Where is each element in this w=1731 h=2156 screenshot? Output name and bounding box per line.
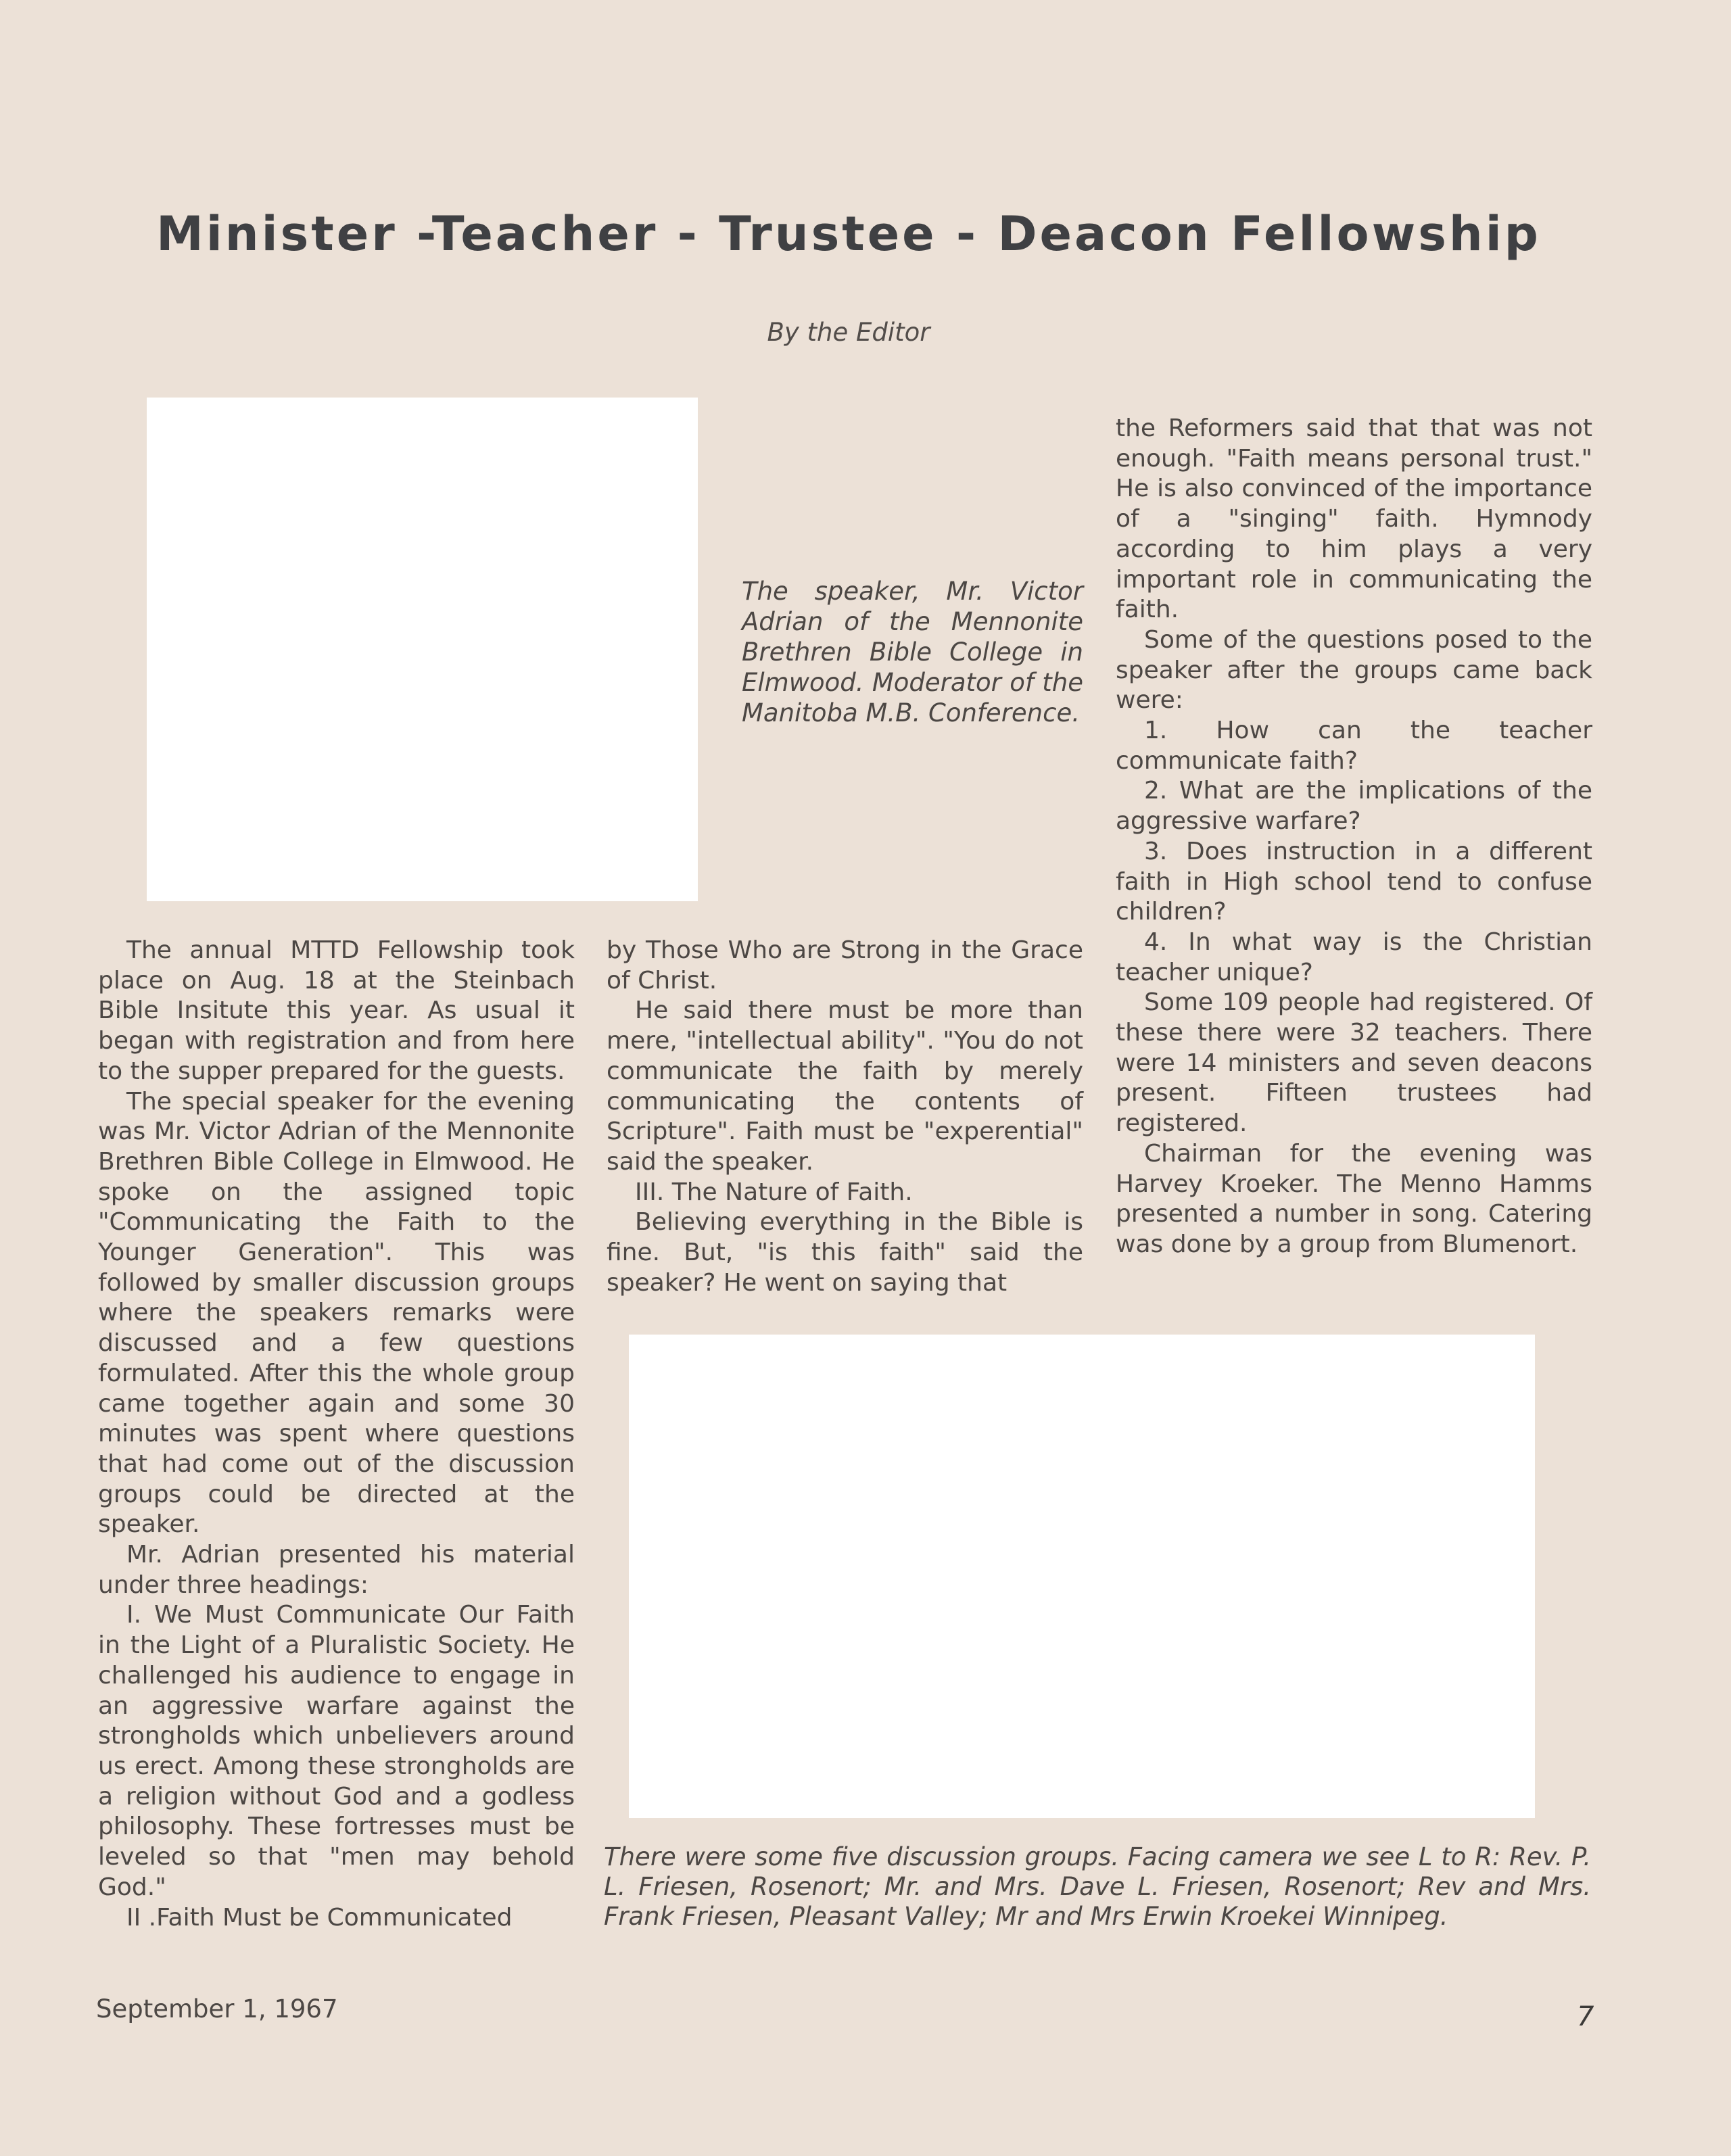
article-column-left — [98, 936, 575, 1933]
paragraph: by Those Who are Strong in the Grace of Christ. — [607, 936, 1083, 995]
paragraph: Chairman for the evening was Harvey Kroeker. The Menno Hamms presented a number in song. Catering was done by a group from Blumenort. — [1116, 1139, 1592, 1258]
paragraph: I. We Must Communicate Our Faith in the Light of a Pluralistic Society. He challenged his audience to engage in an aggressive warfare against the strongholds which unbelievers around us erect. Among these strongholds are a religion without God and a godless philosophy. These fortresses must be leveled so that "men may behold God." — [98, 1601, 575, 1901]
paragraph: The annual MTTD Fellowship took place on Aug. 18 at the Steinbach Bible Insitute this year. As usual it began with registration and from here to the supper prepared for the guests. — [98, 936, 575, 1085]
speaker-photo — [147, 398, 698, 901]
paragraph: Some of the questions posed to the speaker after the groups came back were: — [1116, 625, 1592, 715]
question-item: 3. Does instruction in a different faith in High school tend to confuse children? — [1116, 837, 1592, 926]
speaker-photo-caption: The speaker, Mr. Victor Adrian of the Mennonite Brethren Bible College in Elmwood. Moderator of the Manitoba M.B. Conference. — [742, 577, 1083, 727]
discussion-group-photo-caption: There were some five discussion groups. Facing camera we see L to R: Rev. P. L. Friesen, Rosenort; Mr. and Mrs. Dave L. Friesen, Rosenort; Rev and Mrs. Frank Friesen, Pleasant Valley; Mr and Mrs Erwin Kroekei Winnipeg. — [604, 1842, 1591, 1931]
paragraph: He said there must be more than mere, "intellectual ability". "You do not communicate the faith by merely communicating the contents of Scripture". Faith must be "experential" said the speaker. — [607, 997, 1083, 1176]
paragraph: II .Faith Must be Communicated — [126, 1903, 513, 1932]
article-column-middle — [607, 936, 1083, 1298]
paragraph: the Reformers said that that was not enough. "Faith means personal trust." He is also convinced of the importance of a "singing" faith. Hymnody according to him plays a very important role in communicating the faith. — [1116, 414, 1592, 624]
article-column-right — [1116, 414, 1592, 1260]
paragraph: Mr. Adrian presented his material under three headings: — [98, 1541, 575, 1599]
discussion-group-photo — [629, 1335, 1535, 1818]
page-number: 7 — [1577, 2001, 1594, 2032]
question-item: 1. How can the teacher communicate faith? — [1116, 717, 1592, 775]
paragraph: Believing everything in the Bible is fine. But, "is this faith" said the speaker? He went on saying that — [607, 1208, 1083, 1297]
article-byline: By the Editor — [767, 318, 930, 347]
article-title: Minister -Teacher - Trustee - Deacon Fellowship — [156, 206, 1541, 262]
issue-date: September 1, 1967 — [96, 1994, 338, 2023]
question-item: 4. In what way is the Christian teacher unique? — [1116, 928, 1592, 986]
paragraph: The special speaker for the evening was Mr. Victor Adrian of the Mennonite Brethren Bible College in Elmwood. He spoke on the assigned topic "Communicating the Faith to the Younger Generation". This was followed by smaller discussion groups where the speakers remarks were discussed and a few questions formulated. After this the whole group came together again and some 30 minutes was spent where questions that had come out of the discussion groups could be directed at the speaker. — [98, 1087, 575, 1539]
paragraph: Some 109 people had registered. Of these there were 32 teachers. There were 14 ministers and seven deacons present. Fifteen trustees had registered. — [1116, 988, 1592, 1138]
question-item: 2. What are the implications of the aggressive warfare? — [1116, 777, 1592, 836]
paragraph: III. The Nature of Faith. — [635, 1178, 913, 1206]
